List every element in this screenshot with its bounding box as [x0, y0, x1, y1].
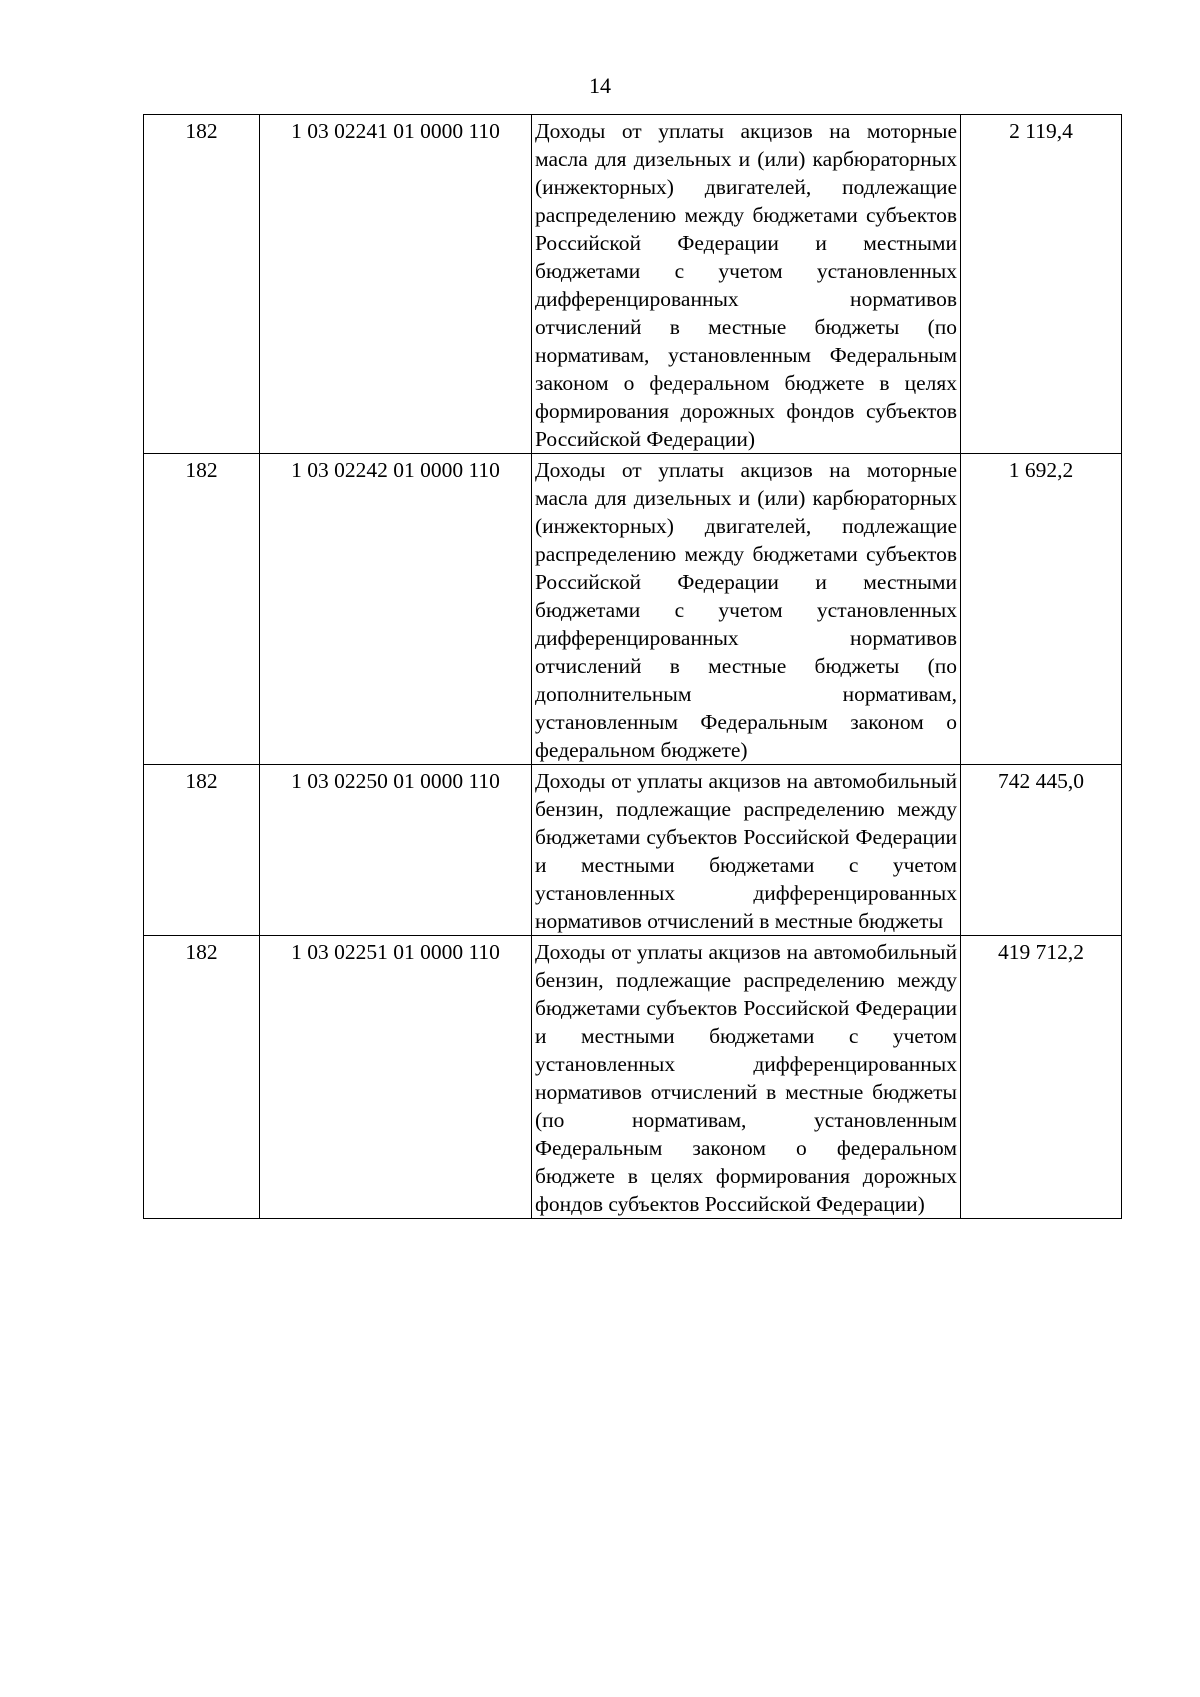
- revenue-name-cell: Доходы от уплаты акцизов на автомобильный бензин, подлежащие распределению между бюджетами субъектов Российской Федерации и местными бюджетами с учетом установленных дифференцированных нормативов отчислений в местные бюджеты: [532, 765, 961, 936]
- budget-classification-code-cell: 1 03 02241 01 0000 110: [260, 115, 532, 454]
- amount-cell: 419 712,2: [961, 936, 1122, 1219]
- page-number: 14: [589, 73, 611, 98]
- revenue-name-cell: Доходы от уплаты акцизов на моторные масла для дизельных и (или) карбюраторных (инжекторных) двигателей, подлежащие распределению между бюджетами субъектов Российской Федерации и местными бюджетами с учетом установленных дифференцированных нормативов отчислений в местные бюджеты (по нормативам, установленным Федеральным законом о федеральном бюджете в целях формирования дорожных фондов субъектов Российской Федерации): [532, 115, 961, 454]
- admin-code-cell: 182: [144, 936, 260, 1219]
- admin-code-cell: 182: [144, 454, 260, 765]
- amount-cell: 742 445,0: [961, 765, 1122, 936]
- revenue-table: [143, 114, 1122, 1219]
- budget-classification-code-cell: 1 03 02251 01 0000 110: [260, 936, 532, 1219]
- revenue-name-cell: Доходы от уплаты акцизов на моторные масла для дизельных и (или) карбюраторных (инжекторных) двигателей, подлежащие распределению между бюджетами субъектов Российской Федерации и местными бюджетами с учетом установленных дифференцированных нормативов отчислений в местные бюджеты (по дополнительным нормативам, установленным Федеральным законом о федеральном бюджете): [532, 454, 961, 765]
- admin-code-cell: 182: [144, 115, 260, 454]
- amount-cell: 2 119,4: [961, 115, 1122, 454]
- budget-classification-code-cell: 1 03 02242 01 0000 110: [260, 454, 532, 765]
- table-row: [144, 765, 1122, 936]
- revenue-name-cell: Доходы от уплаты акцизов на автомобильный бензин, подлежащие распределению между бюджетами субъектов Российской Федерации и местными бюджетами с учетом установленных дифференцированных нормативов отчислений в местные бюджеты (по нормативам, установленным Федеральным законом о федеральном бюджете в целях формирования дорожных фондов субъектов Российской Федерации): [532, 936, 961, 1219]
- table-row: [144, 936, 1122, 1219]
- admin-code-cell: 182: [144, 765, 260, 936]
- budget-classification-code-cell: 1 03 02250 01 0000 110: [260, 765, 532, 936]
- table-row: [144, 454, 1122, 765]
- table-row: [144, 115, 1122, 454]
- amount-cell: 1 692,2: [961, 454, 1122, 765]
